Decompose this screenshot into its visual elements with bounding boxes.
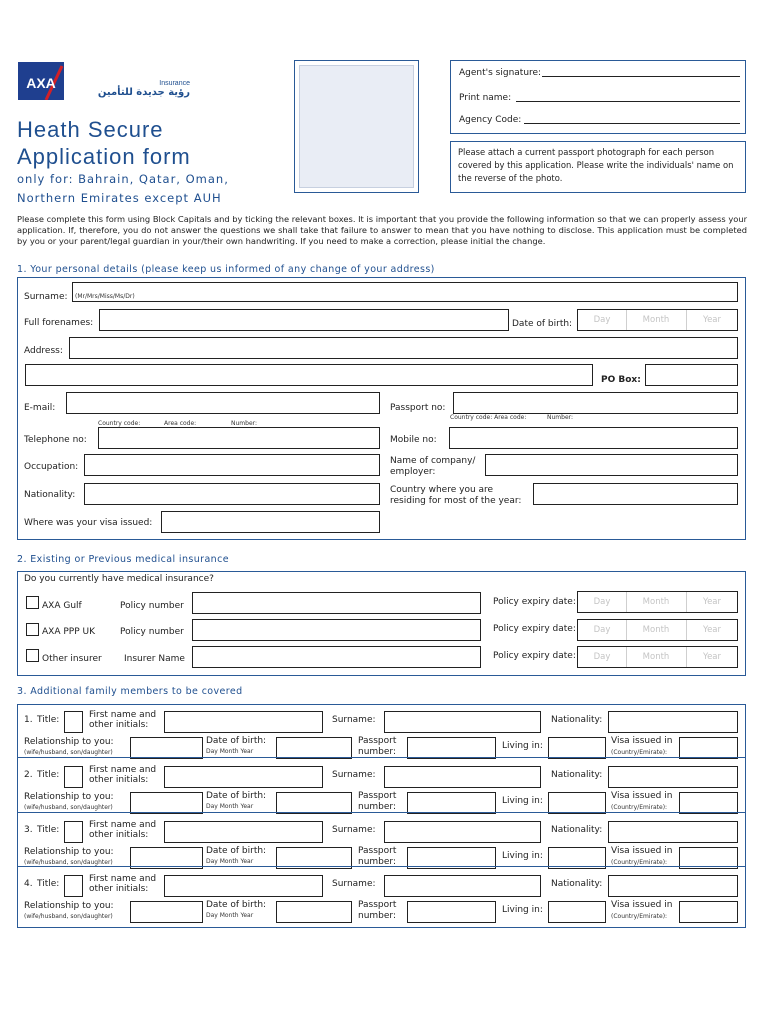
expiry-month-0: Month [642, 597, 670, 607]
policy-number-label-1: Policy number [120, 627, 184, 637]
po-box-label: PO Box: [601, 375, 641, 385]
member-1-relationship-hint: (wife/husband, son/daughter) [24, 749, 113, 756]
axa-logo [18, 62, 64, 100]
photo-area [299, 65, 414, 188]
email-label: E-mail: [24, 403, 56, 413]
member-4-surname-input[interactable] [384, 875, 541, 897]
member-4-relationship-input[interactable] [130, 901, 203, 923]
member-3-surname-input[interactable] [384, 821, 541, 843]
member-3-living-in-label: Living in: [502, 851, 543, 861]
agency-code-line[interactable] [524, 123, 740, 124]
member-4-surname-label: Surname: [332, 879, 376, 889]
member-1-number: 1. [24, 715, 33, 725]
agent-signature-label: Agent's signature: [459, 68, 542, 78]
section2-title: 2. Existing or Previous medical insurance [17, 554, 229, 565]
member-4-title-input[interactable] [64, 875, 83, 897]
member-2-first-name-label-line1: First name and [89, 765, 157, 775]
country-residence-label-line1: Country where you are [390, 485, 494, 495]
member-1-relationship-input[interactable] [130, 737, 203, 759]
member-3-visa-label: Visa issued in [611, 846, 673, 856]
member-3-number: 3. [24, 825, 33, 835]
email-input[interactable] [66, 392, 380, 414]
print-name-label: Print name: [459, 93, 512, 103]
member-2-dob-hint: Day Month Year [206, 803, 254, 810]
member-4-visa-input[interactable] [679, 901, 738, 923]
company-label-line2: employer: [390, 467, 436, 477]
member-1-first-name-label-line1: First name and [89, 710, 157, 720]
member-3-title-input[interactable] [64, 821, 83, 843]
expiry-input-0[interactable] [577, 591, 738, 613]
member-4-first-name-input[interactable] [164, 875, 323, 897]
member-1-passport-input[interactable] [407, 737, 496, 759]
member-4-visa-label: Visa issued in [611, 900, 673, 910]
member-2-relationship-hint: (wife/husband, son/daughter) [24, 804, 113, 811]
company-input[interactable] [485, 454, 738, 476]
member-4-visa-hint: (Country/Emirate): [611, 913, 668, 920]
member-2-dob-input[interactable] [276, 792, 352, 814]
member-3-passport-label-line1: Passport [358, 846, 397, 856]
member-2-visa-input[interactable] [679, 792, 738, 814]
print-name-line[interactable] [516, 101, 740, 102]
member-2-number: 2. [24, 770, 33, 780]
photo-note-text: Please attach a current passport photograph for each person covered by this application. Please write the individuals' name on the reverse of the photo. [458, 147, 734, 183]
member-4-relationship-hint: (wife/husband, son/daughter) [24, 913, 113, 920]
member-3-dob-label: Date of birth: [206, 846, 267, 856]
po-box-input[interactable] [645, 364, 738, 386]
member-2-visa-label: Visa issued in [611, 791, 673, 801]
member-3-dob-hint: Day Month Year [206, 858, 254, 865]
expiry-day-0: Day [593, 597, 611, 607]
mobile-codes-hint: Country code: Area code: [450, 414, 527, 421]
member-separator [17, 866, 746, 867]
member-3-visa-hint: (Country/Emirate): [611, 859, 668, 866]
partner-logo-ar: رؤية جديدة للتأمين [97, 87, 190, 98]
member-2-passport-input[interactable] [407, 792, 496, 814]
member-4-nationality-label: Nationality: [551, 879, 603, 889]
member-1-first-name-input[interactable] [164, 711, 323, 733]
member-3-passport-label-line2: number: [358, 857, 396, 867]
member-1-living-in-input[interactable] [548, 737, 606, 759]
address-label: Address: [24, 346, 63, 356]
member-3-nationality-label: Nationality: [551, 825, 603, 835]
expiry-label-0: Policy expiry date: [493, 597, 576, 607]
member-1-surname-input[interactable] [384, 711, 541, 733]
insurer-label-0: AXA Gulf [42, 601, 82, 611]
section3-title: 3. Additional family members to be covered [17, 686, 243, 697]
photo-box[interactable] [294, 60, 419, 193]
dob-input[interactable] [577, 309, 738, 331]
member-3-first-name-label-line2: other initials: [89, 830, 149, 840]
member-4-first-name-label-line2: other initials: [89, 884, 149, 894]
axa-ppp-uk-checkbox[interactable] [26, 623, 39, 636]
expiry-input-2[interactable] [577, 646, 738, 668]
member-4-dob-hint: Day Month Year [206, 912, 254, 919]
member-2-living-in-input[interactable] [548, 792, 606, 814]
tel-country-code-hint: Country code: [98, 420, 141, 427]
nationality-input[interactable] [84, 483, 380, 505]
mobile-input[interactable] [449, 427, 738, 449]
nationality-label: Nationality: [24, 490, 76, 500]
visa-issued-input[interactable] [161, 511, 380, 533]
surname-hint: (Mr/Mrs/Miss/Ms/Dr) [75, 293, 135, 300]
member-4-dob-label: Date of birth: [206, 900, 267, 910]
company-label-line1: Name of company/ [390, 456, 476, 466]
policy-number-label-0: Policy number [120, 601, 184, 611]
member-1-first-name-label-line2: other initials: [89, 720, 149, 730]
member-3-relationship-hint: (wife/husband, son/daughter) [24, 859, 113, 866]
insurance-question: Do you currently have medical insurance? [24, 574, 214, 584]
form-subtitle-line1: only for: Bahrain, Qatar, Oman, [17, 172, 229, 186]
member-2-relationship-label: Relationship to you: [24, 792, 114, 802]
member-4-number: 4. [24, 879, 33, 889]
member-4-passport-input[interactable] [407, 901, 496, 923]
member-3-surname-label: Surname: [332, 825, 376, 835]
expiry-year-0: Year [703, 597, 721, 607]
other-insurer-checkbox[interactable] [26, 649, 39, 662]
country-residence-input[interactable] [533, 483, 738, 505]
member-4-passport-label-line1: Passport [358, 900, 397, 910]
partner-logo-en: Insurance [159, 80, 190, 87]
mobile-label: Mobile no: [390, 435, 437, 445]
section1-title: 1. Your personal details (please keep us informed of any change of your address) [17, 264, 435, 275]
country-residence-label-line2: residing for most of the year: [390, 496, 522, 506]
insurer-name-input-2[interactable] [192, 646, 481, 668]
telephone-label: Telephone no: [24, 435, 87, 445]
member-2-title-label: Title: [37, 770, 60, 780]
member-2-title-input[interactable] [64, 766, 83, 788]
member-4-title-label: Title: [37, 879, 60, 889]
member-4-living-in-label: Living in: [502, 905, 543, 915]
member-2-surname-input[interactable] [384, 766, 541, 788]
forenames-label: Full forenames: [24, 318, 94, 328]
tel-number-hint: Number: [231, 420, 258, 427]
member-1-passport-label-line1: Passport [358, 736, 397, 746]
form-title-line1: Heath Secure [17, 117, 164, 142]
telephone-input[interactable] [98, 427, 380, 449]
occupation-input[interactable] [84, 454, 380, 476]
member-1-living-in-label: Living in: [502, 741, 543, 751]
expiry-label-1: Policy expiry date: [493, 624, 576, 634]
forenames-input[interactable] [99, 309, 509, 331]
member-1-dob-hint: Day Month Year [206, 748, 254, 755]
insurer-label-1: AXA PPP UK [42, 627, 95, 637]
intro-paragraph: Please complete this form using Block Capitals and by ticking the relevant boxes. It is important that you provide the following information so that we can properly assess your application. If, therefore, you do not answer the questions we shall take that failure to answer to mean that you have nothing to disclose. This application must be completed by you or your parent/legal guardian in your/their own handwriting. If you need to make a correction, please initial the change. [17, 214, 747, 246]
member-3-title-label: Title: [37, 825, 60, 835]
expiry-day-1: Day [593, 625, 611, 635]
member-4-first-name-label-line1: First name and [89, 874, 157, 884]
axa-gulf-checkbox[interactable] [26, 596, 39, 609]
member-1-dob-label: Date of birth: [206, 736, 267, 746]
occupation-label: Occupation: [24, 462, 79, 472]
expiry-day-2: Day [593, 652, 611, 662]
policy-number-input-0[interactable] [192, 592, 481, 614]
visa-issued-label: Where was your visa issued: [24, 518, 153, 528]
dob-month: Month [642, 315, 670, 325]
insurer-label-2: Other insurer [42, 654, 102, 664]
address-line2-input[interactable] [25, 364, 593, 386]
member-2-passport-label-line2: number: [358, 802, 396, 812]
member-4-passport-label-line2: number: [358, 911, 396, 921]
member-2-visa-hint: (Country/Emirate): [611, 804, 668, 811]
member-separator [17, 757, 746, 758]
expiry-month-2: Month [642, 652, 670, 662]
expiry-month-1: Month [642, 625, 670, 635]
member-1-surname-label: Surname: [332, 715, 376, 725]
member-3-first-name-label-line1: First name and [89, 820, 157, 830]
axa-logo-mark-icon [18, 62, 64, 100]
member-4-nationality-input[interactable] [608, 875, 738, 897]
partner-logo [70, 80, 190, 102]
member-4-dob-input[interactable] [276, 901, 352, 923]
member-separator [17, 812, 746, 813]
agency-code-label: Agency Code: [459, 115, 522, 125]
expiry-label-2: Policy expiry date: [493, 651, 576, 661]
tel-area-code-hint: Area code: [164, 420, 197, 427]
form-title-line2: Application form [17, 144, 191, 169]
member-1-passport-label-line2: number: [358, 747, 396, 757]
dob-day: Day [593, 315, 611, 325]
policy-number-input-1[interactable] [192, 619, 481, 641]
member-1-visa-hint: (Country/Emirate): [611, 749, 668, 756]
member-1-title-input[interactable] [64, 711, 83, 733]
member-2-nationality-label: Nationality: [551, 770, 603, 780]
member-2-dob-label: Date of birth: [206, 791, 267, 801]
photo-note-box [450, 141, 746, 193]
member-2-nationality-input[interactable] [608, 766, 738, 788]
member-3-first-name-input[interactable] [164, 821, 323, 843]
passport-label: Passport no: [390, 403, 446, 413]
member-2-first-name-input[interactable] [164, 766, 323, 788]
agent-signature-line[interactable] [542, 76, 740, 77]
address-line1-input[interactable] [69, 337, 738, 359]
dob-year: Year [703, 315, 721, 325]
surname-label: Surname: [24, 292, 68, 302]
member-2-relationship-input[interactable] [130, 792, 203, 814]
passport-input[interactable] [453, 392, 738, 414]
member-4-living-in-input[interactable] [548, 901, 606, 923]
surname-input[interactable] [72, 282, 738, 302]
svg-text:AXA: AXA [26, 75, 56, 91]
member-1-visa-input[interactable] [679, 737, 738, 759]
member-1-nationality-input[interactable] [608, 711, 738, 733]
member-2-living-in-label: Living in: [502, 796, 543, 806]
member-2-first-name-label-line2: other initials: [89, 775, 149, 785]
insurer-name-label-2: Insurer Name [124, 654, 185, 664]
member-1-relationship-label: Relationship to you: [24, 737, 114, 747]
member-1-visa-label: Visa issued in [611, 736, 673, 746]
member-3-relationship-label: Relationship to you: [24, 847, 114, 857]
dob-label: Date of birth: [512, 319, 573, 329]
member-1-title-label: Title: [37, 715, 60, 725]
mobile-number-hint: Number: [547, 414, 574, 421]
expiry-year-2: Year [703, 652, 721, 662]
expiry-year-1: Year [703, 625, 721, 635]
expiry-input-1[interactable] [577, 619, 738, 641]
member-1-dob-input[interactable] [276, 737, 352, 759]
form-subtitle-line2: Northern Emirates except AUH [17, 191, 222, 205]
member-2-passport-label-line1: Passport [358, 791, 397, 801]
member-4-relationship-label: Relationship to you: [24, 901, 114, 911]
member-1-nationality-label: Nationality: [551, 715, 603, 725]
member-3-nationality-input[interactable] [608, 821, 738, 843]
member-2-surname-label: Surname: [332, 770, 376, 780]
